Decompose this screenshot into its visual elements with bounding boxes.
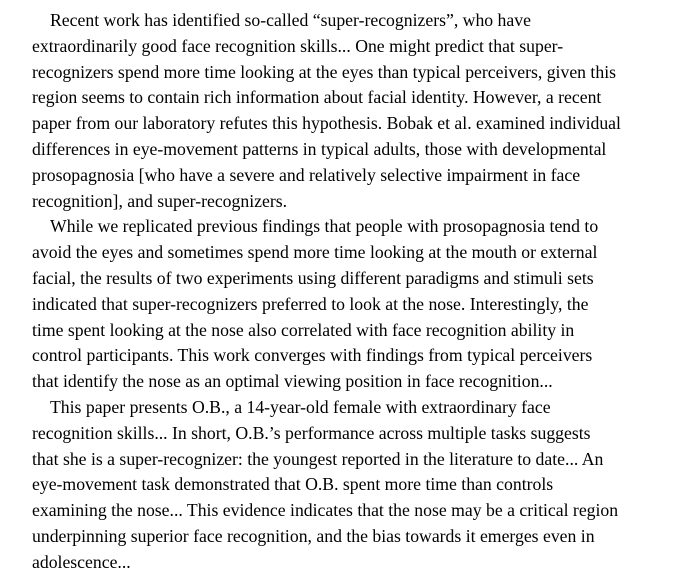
text-line: indicated that super-recognizers preferred to look at the nose. Interestingly, the: [32, 293, 589, 314]
text-line: recognition], and super-recognizers.: [32, 190, 288, 211]
text-line: This paper presents O.B., a 14-year-old female with extraordinary face: [50, 396, 551, 417]
text-line: region seems to contain rich information about facial identity. However, a recent: [32, 87, 602, 108]
paragraph-2: [14, 214, 674, 395]
paragraph-1: [14, 8, 674, 214]
text-line: examining the nose... This evidence indicates that the nose may be a critical region: [32, 500, 619, 521]
text-line: time spent looking at the nose also correlated with face recognition ability in: [32, 319, 575, 340]
text-line: Recent work has identified so-called “super-recognizers”, who have: [50, 10, 531, 30]
text-line: control participants. This work converges with findings from typical perceivers: [32, 345, 593, 366]
text-line: facial, the results of two experiments using different paradigms and stimuli sets: [32, 267, 594, 288]
text-line: that she is a super-recognizer: the youngest reported in the literature to date... An: [32, 448, 604, 469]
text-line: that identify the nose as an optimal viewing position in face recognition...: [32, 371, 553, 392]
text-line: adolescence...: [32, 551, 131, 572]
text-line: recognition skills... In short, O.B.’s performance across multiple tasks suggests: [32, 422, 591, 443]
text-line: extraordinarily good face recognition skills... One might predict that super-: [32, 35, 564, 56]
text-line: underpinning superior face recognition, and the bias towards it emerges even in: [32, 525, 595, 546]
text-line: avoid the eyes and sometimes spend more time looking at the mouth or external: [32, 242, 598, 263]
text-line: prosopagnosia [who have a severe and relatively selective impairment in face: [32, 164, 581, 185]
text-line: differences in eye-movement patterns in typical adults, those with developmental: [32, 138, 607, 159]
text-line: eye-movement task demonstrated that O.B. spent more time than controls: [32, 474, 554, 495]
text-line: recognizers spend more time looking at the eyes than typical perceivers, given this: [32, 61, 616, 82]
document-body: [14, 8, 674, 576]
text-line: paper from our laboratory refutes this hypothesis. Bobak et al. examined individual: [32, 113, 621, 134]
text-line: While we replicated previous findings that people with prosopagnosia tend to: [50, 216, 599, 237]
paragraph-3: [14, 395, 674, 576]
